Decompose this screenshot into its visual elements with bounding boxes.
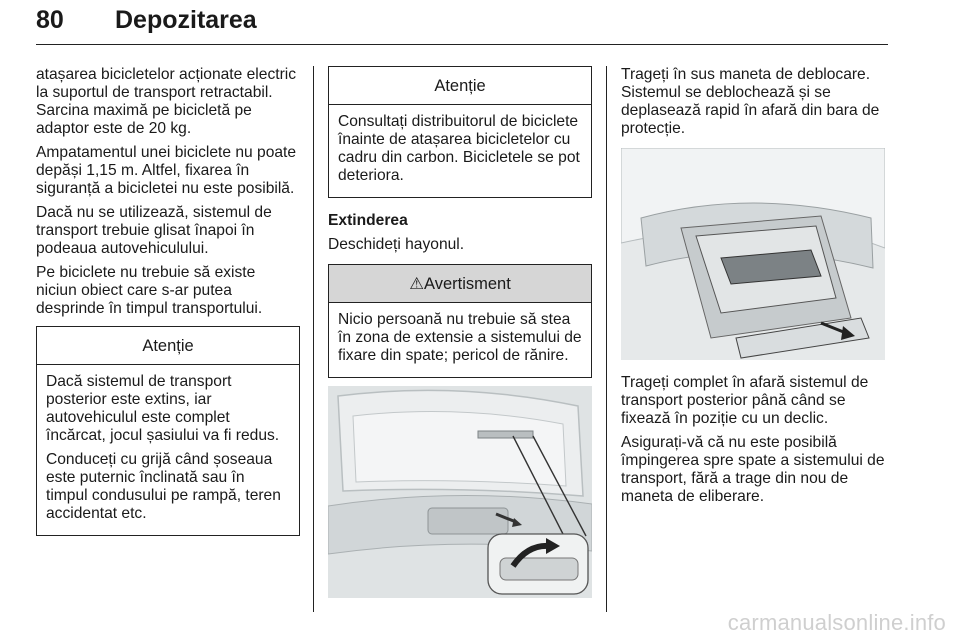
- column-divider-left: [313, 66, 314, 612]
- section-title: Depozitarea: [115, 6, 257, 34]
- page-number: 80: [36, 6, 64, 34]
- paragraph: Dacă nu se utilizează, sistemul de transport trebuie glisat înapoi în podeaua autovehiculului.: [36, 204, 272, 257]
- warning-body: [329, 303, 591, 377]
- caution-title: Atenție: [329, 67, 591, 105]
- caution-body: [329, 105, 591, 197]
- warning-text: Nicio persoană nu trebuie să stea în zona de extensie a sistemului de fixare din spate; pericol de rănire.: [338, 311, 582, 364]
- column-divider-right: [606, 66, 607, 612]
- paragraph: Asigurați-vă că nu este posibilă împingerea spre spate a sistemului de transport, fără a trage din nou de maneta de eliberare.: [621, 434, 885, 505]
- caution-text: Dacă sistemul de transport posterior este extins, iar autovehiculul este complet încărcat, jocul șasiului va fi redus.: [46, 373, 280, 444]
- middle-column: [328, 66, 592, 598]
- caution-text: Conduceți cu grijă când șoseaua este puternic înclinată sau în timpul condusului pe rampă, teren accidentat etc.: [46, 451, 281, 522]
- paragraph: Pe biciclete nu trebuie să existe niciun obiect care s-ar putea desprinde în timpul transportului.: [36, 264, 263, 317]
- caution-box: [328, 66, 592, 198]
- left-column: [36, 66, 300, 536]
- illustration-carrier-extending: [621, 148, 885, 360]
- caution-body: [37, 365, 299, 535]
- warning-triangle-icon: ⚠: [409, 275, 424, 293]
- watermark: carmanualsonline.info: [727, 610, 946, 635]
- subheading-extinderea: Extinderea: [328, 212, 408, 229]
- paragraph: Trageți în sus maneta de deblocare. Sistemul se deblochează și se deplasează rapid în afară din bara de protecție.: [621, 66, 880, 137]
- illustration-tailgate-release-lever: [328, 386, 592, 598]
- warning-header: [329, 265, 591, 303]
- warning-box: [328, 264, 592, 378]
- paragraph: Trageți complet în afară sistemul de transport posterior până când se fixează în poziție cu un declic.: [621, 374, 869, 427]
- caution-text: Consultați distribuitorul de biciclete înainte de atașarea bicicletelor cu cadru din carbon. Bicicletele se pot deteriora.: [338, 113, 580, 184]
- warning-title: Avertisment: [423, 275, 511, 293]
- instruction-text: Deschideți hayonul.: [328, 236, 465, 253]
- paragraph: atașarea bicicletelor acționate electric la suportul de transport retractabil. Sarcina maximă pe bicicletă pe adaptor este de 20 kg.: [36, 66, 297, 137]
- header-rule: [36, 44, 888, 45]
- paragraph: Ampatamentul unei biciclete nu poate depăși 1,15 m. Altfel, fixarea în siguranță a bicicletei nu este posibilă.: [36, 144, 297, 197]
- caution-box: [36, 326, 300, 536]
- right-column: [621, 66, 888, 512]
- caution-title: Atenție: [37, 327, 299, 365]
